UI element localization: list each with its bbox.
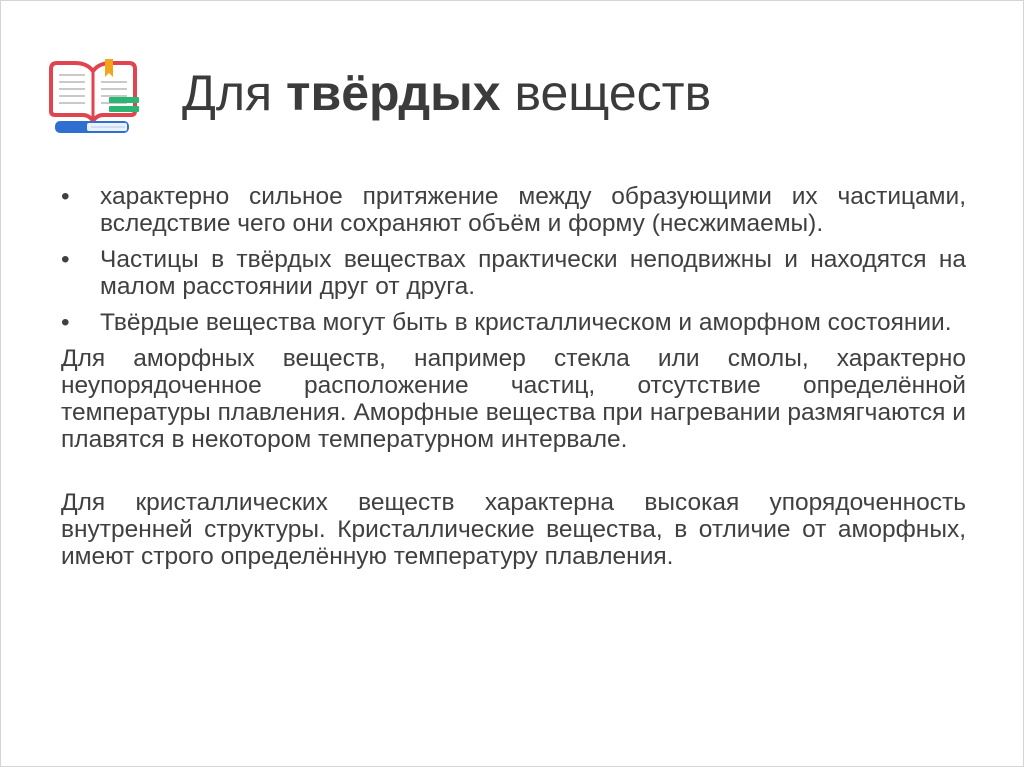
bullet-text: Частицы в твёрдых веществах практически неподвижны и находятся на малом расстоянии друг от друга. — [100, 246, 966, 300]
amorphous-paragraph: Для аморфных веществ, например стекла или смолы, характерно неупорядоченное расположение частиц, отсутствие определённой температуры плавления. Аморфные вещества при нагревании размягчаются и плавятся в некотором температурном интервале. — [61, 345, 966, 453]
bullet-list — [61, 183, 966, 336]
bullet-marker: • — [61, 309, 70, 336]
title-suffix: веществ — [500, 65, 712, 121]
bullet-item — [61, 246, 966, 300]
bullet-text: характерно сильное притяжение между образующими их частицами, вследствие чего они сохраняют объём и форму (несжимаемы). — [100, 183, 966, 237]
slide-body — [61, 183, 966, 570]
crystalline-paragraph: Для кристаллических веществ характерна высокая упорядоченность внутренней структуры. Кристаллические вещества, в отличие от аморфных, имеют строго определённую температуру плавления. — [61, 489, 966, 570]
bullet-item — [61, 183, 966, 237]
page-title — [182, 63, 711, 123]
title-prefix: Для — [182, 65, 287, 121]
bullet-marker: • — [61, 183, 70, 210]
books-icon — [47, 51, 143, 141]
bullet-marker: • — [61, 246, 70, 273]
title-emphasis: твёрдых — [286, 65, 501, 121]
bullet-text: Твёрдые вещества могут быть в кристаллическом и аморфном состоянии. — [100, 309, 952, 336]
bullet-item — [61, 309, 966, 336]
